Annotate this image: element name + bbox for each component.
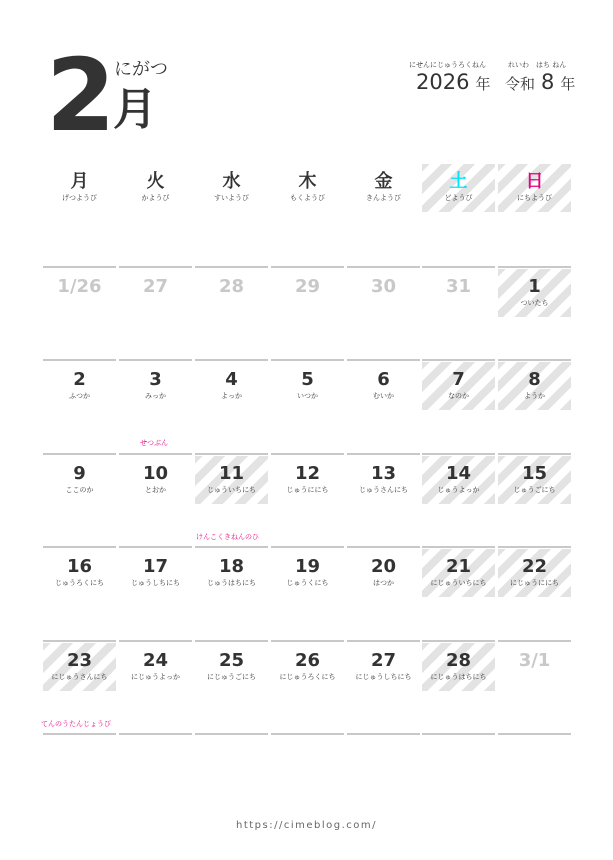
holiday-setsubun: せつぶん [140,439,168,447]
day-cell [119,269,192,317]
row-divider [119,733,192,735]
day-number: 22 [521,556,548,577]
day-number: 27 [142,276,169,297]
day-number: 18 [218,556,245,577]
day-number: 28 [445,650,472,671]
day-number: 23 [66,650,93,671]
row-divider [347,546,420,548]
row-divider [422,453,495,455]
day-reading: じゅうごにち [513,486,556,494]
row-divider [119,359,192,361]
day-reading: にじゅうよっか [131,673,180,681]
day-number: 21 [445,556,472,577]
row-divider [119,640,192,642]
day-cell [195,456,268,504]
row-divider [347,453,420,455]
day-reading: じゅうしちにち [131,579,180,587]
weekday-ruby: すいようび [214,194,249,202]
row-divider [347,733,420,735]
day-number: 24 [142,650,169,671]
day-number: 31 [445,276,472,297]
row-divider [195,266,268,268]
row-divider [43,546,116,548]
day-cell [43,643,116,691]
day-number: 3/1 [518,650,551,671]
weekday-ruby: げつようび [62,194,97,202]
day-cell [195,269,268,317]
day-number: 3 [149,369,162,390]
row-divider [498,266,571,268]
day-reading: にじゅうろくにち [279,673,336,681]
weekday-6 [498,164,571,212]
era-suffix: 年 [560,75,576,93]
day-reading: にじゅうはちにち [430,673,487,681]
day-number: 5 [301,369,314,390]
day-number: 1 [528,276,541,297]
row-divider [422,640,495,642]
day-number: 28 [218,276,245,297]
day-number: 20 [370,556,397,577]
row-divider [498,359,571,361]
weekday-ruby: どようび [444,194,473,202]
weekday-kanji: 土 [449,171,468,192]
day-cell [347,549,420,597]
day-number: 14 [445,463,472,484]
day-cell [195,643,268,691]
day-cell [195,549,268,597]
day-reading: みっか [145,392,166,400]
year-label [416,72,490,93]
day-cell [271,362,344,410]
day-cell [271,269,344,317]
weekday-kanji: 金 [374,171,393,192]
weekday-0 [43,164,116,212]
row-divider [271,640,344,642]
weekday-ruby: きんようび [366,194,401,202]
day-reading: にじゅういちにち [430,579,487,587]
day-reading: にじゅうごにち [207,673,256,681]
day-cell [498,549,571,597]
row-divider [347,640,420,642]
day-reading: ここのか [65,486,94,494]
era-year: 8 [541,70,555,94]
day-number: 27 [370,650,397,671]
row-divider [498,453,571,455]
day-cell [498,643,571,691]
day-number: 12 [294,463,321,484]
holiday-tennou: てんのうたんじょうび [41,720,111,728]
day-number: 13 [370,463,397,484]
footer-url[interactable]: https://cimeblog.com/ [235,820,377,831]
day-number: 15 [521,463,548,484]
weekday-4 [347,164,420,212]
year-ruby: にせんにじゅうろくねん [409,61,486,69]
row-divider [271,733,344,735]
row-divider [422,266,495,268]
day-cell [498,269,571,317]
day-cell [43,362,116,410]
row-divider [43,453,116,455]
day-cell [271,549,344,597]
weekday-kanji: 水 [222,171,241,192]
row-divider [43,640,116,642]
day-number: 4 [225,369,238,390]
row-divider [347,359,420,361]
day-cell [498,456,571,504]
month-number: 2 [46,37,116,154]
year-suffix: 年 [475,75,491,93]
day-reading: にじゅうさんにち [51,673,108,681]
row-divider [271,266,344,268]
row-divider [43,733,116,735]
row-divider [271,546,344,548]
day-number: 19 [294,556,321,577]
era-label [505,72,575,93]
weekday-ruby: もくようび [290,194,325,202]
day-cell [422,269,495,317]
era-name: 令和 [505,75,536,93]
weekday-2 [195,164,268,212]
weekday-kanji: 木 [298,171,317,192]
day-cell [347,643,420,691]
day-reading: ついたち [520,299,549,307]
day-reading: じゅうよっか [437,486,480,494]
row-divider [195,546,268,548]
day-reading: にじゅうしちにち [355,673,412,681]
day-reading: じゅうににち [286,486,329,494]
day-number: 9 [73,463,86,484]
month-kanji: 月 [113,84,157,135]
day-reading: じゅうくにち [286,579,329,587]
day-cell [43,269,116,317]
day-reading: とおか [145,486,166,494]
row-divider [195,359,268,361]
weekday-1 [119,164,192,212]
day-reading: なのか [448,392,469,400]
weekday-ruby: にちようび [517,194,552,202]
row-divider [422,359,495,361]
day-reading: にじゅうににち [510,579,559,587]
day-number: 7 [452,369,465,390]
day-reading: よっか [221,392,242,400]
day-reading: いつか [297,392,318,400]
day-number: 26 [294,650,321,671]
day-reading: ふつか [69,392,90,400]
day-cell [119,549,192,597]
row-divider [271,359,344,361]
day-cell [271,456,344,504]
day-cell [271,643,344,691]
row-divider [422,733,495,735]
day-number: 16 [66,556,93,577]
day-reading: むいか [373,392,394,400]
row-divider [498,733,571,735]
row-divider [422,546,495,548]
row-divider [195,733,268,735]
weekday-3 [271,164,344,212]
day-number: 1/26 [57,276,102,297]
row-divider [498,546,571,548]
day-cell [119,643,192,691]
day-cell [422,362,495,410]
day-reading: じゅういちにち [207,486,256,494]
month-ruby: にがつ [114,59,168,80]
holiday-kenkoku: けんこくきねんのひ [196,533,259,541]
row-divider [347,266,420,268]
row-divider [498,640,571,642]
day-number: 8 [528,369,541,390]
row-divider [195,453,268,455]
weekday-ruby: かようび [141,194,170,202]
day-cell [422,643,495,691]
day-reading: じゅうさんにち [359,486,408,494]
day-cell [498,362,571,410]
day-number: 17 [142,556,169,577]
weekday-kanji: 火 [146,171,165,192]
row-divider [119,453,192,455]
day-number: 6 [377,369,390,390]
row-divider [43,266,116,268]
weekday-5 [422,164,495,212]
year-value: 2026 [416,70,470,94]
weekday-kanji: 日 [525,171,544,192]
day-number: 2 [73,369,86,390]
day-cell [195,362,268,410]
era-ruby: れいわ はち ねん [508,61,567,69]
day-reading: はつか [373,579,394,587]
day-number: 29 [294,276,321,297]
day-cell [422,456,495,504]
day-cell [422,549,495,597]
day-reading: ようか [524,392,545,400]
day-cell [347,362,420,410]
day-cell [347,456,420,504]
day-cell [43,549,116,597]
row-divider [43,359,116,361]
row-divider [119,546,192,548]
day-reading: じゅうろくにち [55,579,104,587]
weekday-kanji: 月 [70,171,89,192]
day-number: 10 [142,463,169,484]
day-cell [43,456,116,504]
day-cell [119,456,192,504]
day-number: 11 [218,463,245,484]
row-divider [271,453,344,455]
day-cell [347,269,420,317]
row-divider [119,266,192,268]
day-number: 25 [218,650,245,671]
row-divider [195,640,268,642]
day-reading: じゅうはちにち [207,579,256,587]
day-cell [119,362,192,410]
day-number: 30 [370,276,397,297]
